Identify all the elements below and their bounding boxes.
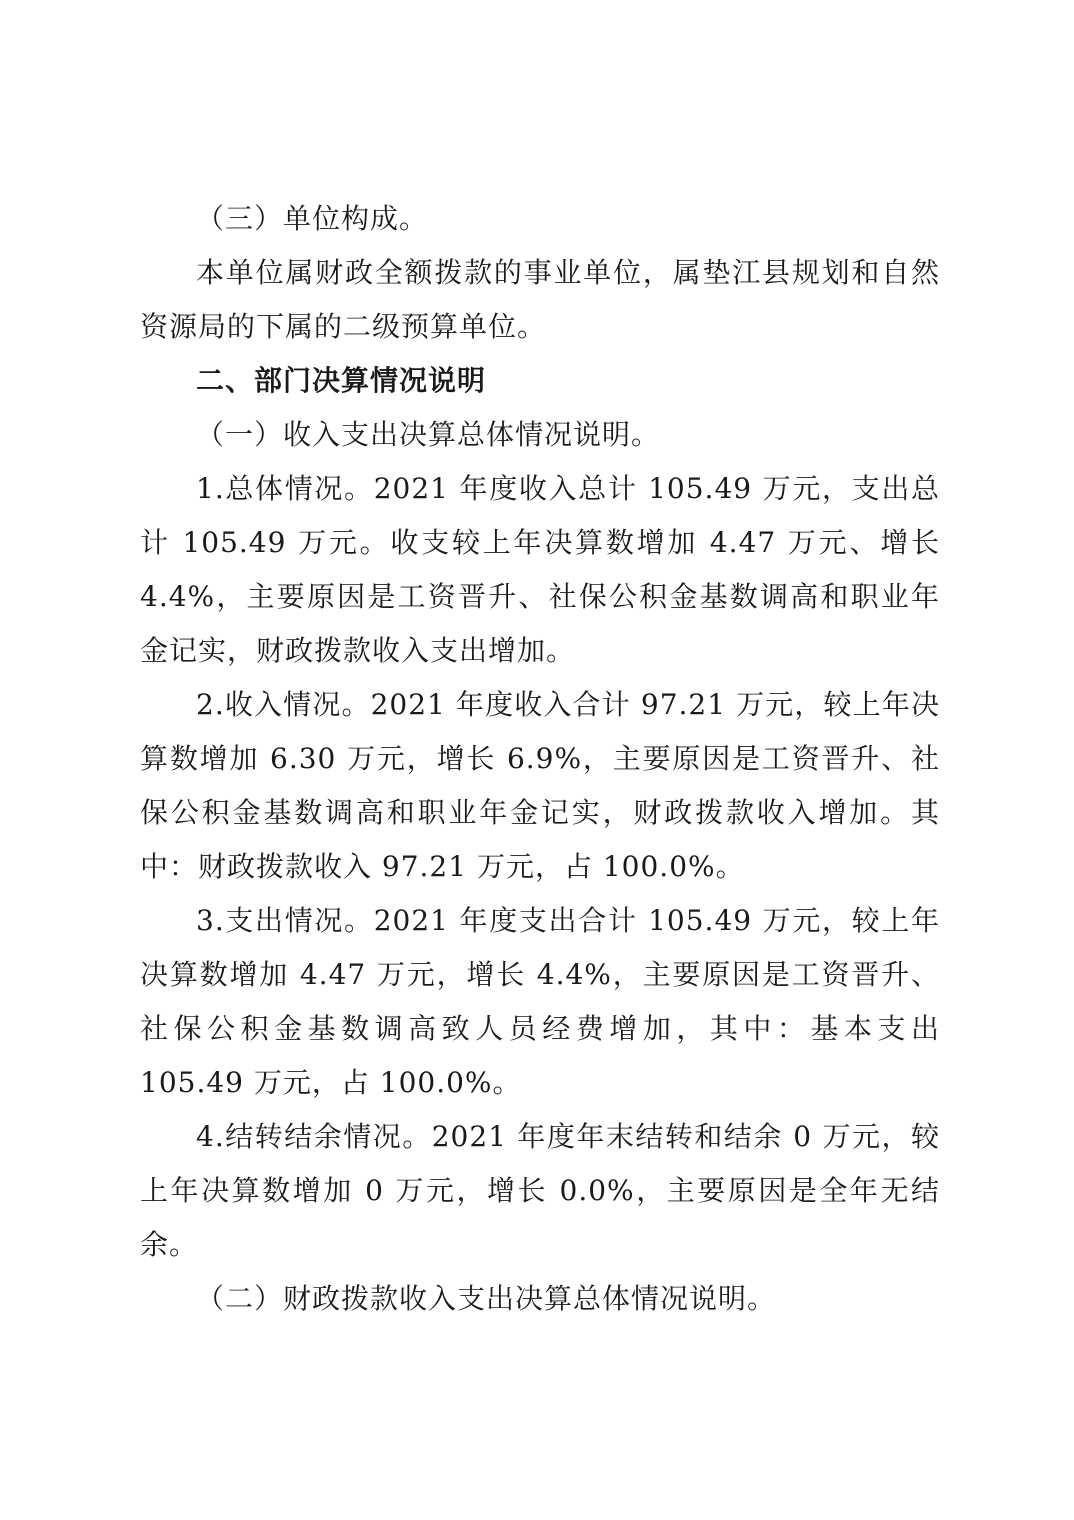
section-3-heading: （三）单位构成。 — [196, 202, 429, 235]
item-4-carryover: 4.结转结余情况。2021 年度年末结转和结余 0 万元，较上年决算数增加 0 万元，增长 0.0%，主要原因是全年无结余。 — [140, 1120, 940, 1261]
part-2-heading: 二、部门决算情况说明 — [196, 364, 487, 397]
section-3-body: 本单位属财政全额拨款的事业单位，属垫江县规划和自然资源局的下属的二级预算单位。 — [140, 256, 940, 343]
subsection-2-heading: （二）财政拨款收入支出决算总体情况说明。 — [196, 1282, 777, 1315]
item-3-expenditure: 3.支出情况。2021 年度支出合计 105.49 万元，较上年决算数增加 4.47 万元，增长 4.4%，主要原因是工资晋升、社保公积金基数调高致人员经费增加，其中：基本支出 105.49 万元，占 100.0%。 — [140, 904, 940, 1099]
document-page — [140, 192, 940, 1326]
item-2-income: 2.收入情况。2021 年度收入合计 97.21 万元，较上年决算数增加 6.30 万元，增长 6.9%，主要原因是工资晋升、社保公积金基数调高和职业年金记实，财政拨款收入增加。其中：财政拨款收入 97.21 万元，占 100.0%。 — [140, 688, 940, 883]
item-1-overall: 1.总体情况。2021 年度收入总计 105.49 万元，支出总计 105.49 万元。收支较上年决算数增加 4.47 万元、增长 4.4%，主要原因是工资晋升、社保公积金基数调高和职业年金记实，财政拨款收入支出增加。 — [140, 472, 940, 667]
subsection-1-heading: （一）收入支出决算总体情况说明。 — [196, 418, 661, 451]
